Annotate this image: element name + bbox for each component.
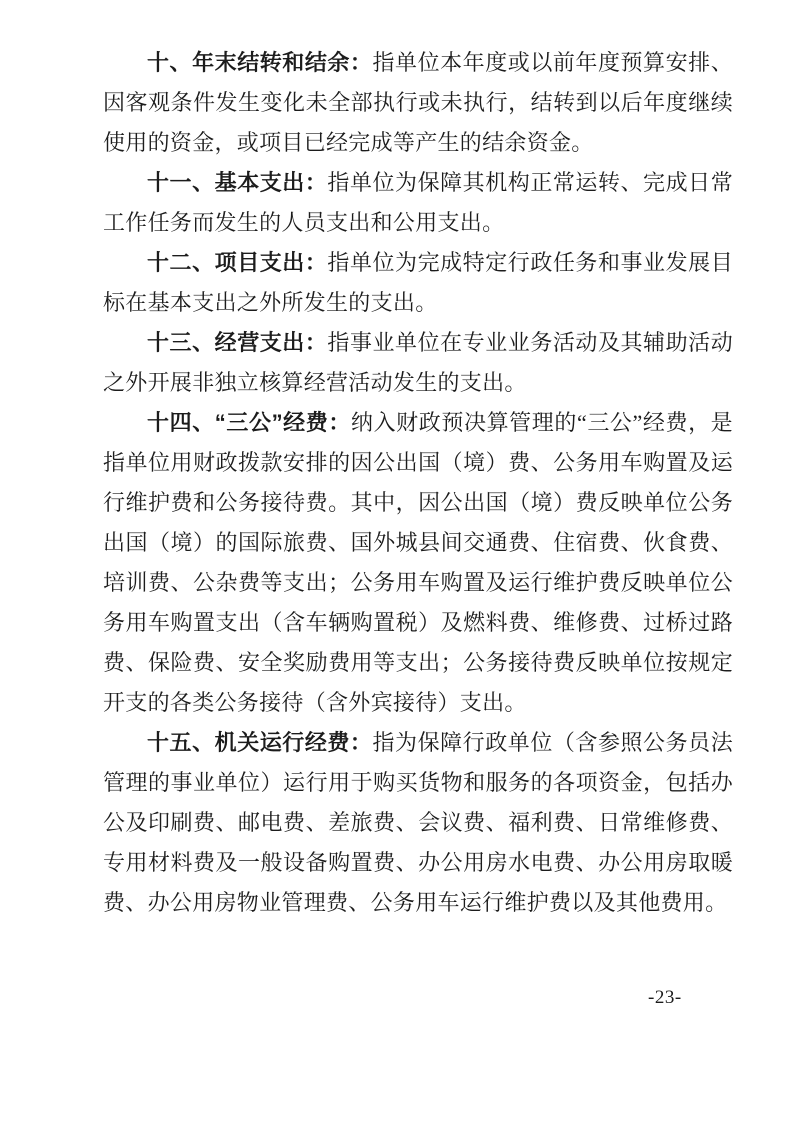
term-label-11: 十一、基本支出： <box>147 170 328 195</box>
term-label-10: 十、年末结转和结余： <box>147 50 373 75</box>
definition-paragraph-10 <box>103 43 733 163</box>
term-definition-13: 指事业单位在专业业务活动及其辅助活动之外开展非独立核算经营活动发生的支出。 <box>103 330 733 395</box>
definition-paragraph-14 <box>103 403 733 723</box>
term-definition-14: 纳入财政预决算管理的“三公”经费，是指单位用财政拨款安排的因公出国（境）费、公务用车购置及运行维护费和公务接待费。其中，因公出国（境）费反映单位公务出国（境）的国际旅费、国外城县间交通费、住宿费、伙食费、培训费、公杂费等支出；公务用车购置及运行维护费反映单位公务用车购置支出（含车辆购置税）及燃料费、维修费、过桥过路费、保险费、安全奖励费用等支出；公务接待费反映单位按规定开支的各类公务接待（含外宾接待）支出。 <box>103 410 733 715</box>
term-definition-10: 指单位本年度或以前年度预算安排、因客观条件发生变化未全部执行或未执行，结转到以后年度继续使用的资金，或项目已经完成等产生的结余资金。 <box>103 50 733 155</box>
definition-paragraph-13 <box>103 323 733 403</box>
term-label-14: 十四、“三公”经费： <box>147 410 351 435</box>
page-number: -23- <box>648 987 682 1008</box>
term-definition-12: 指单位为完成特定行政任务和事业发展目标在基本支出之外所发生的支出。 <box>103 250 733 315</box>
definition-paragraph-12 <box>103 243 733 323</box>
document-body <box>103 43 733 923</box>
term-definition-15: 指为保障行政单位（含参照公务员法管理的事业单位）运行用于购买货物和服务的各项资金，包括办公及印刷费、邮电费、差旅费、会议费、福利费、日常维修费、专用材料费及一般设备购置费、办公用房水电费、办公用房取暖费、办公用房物业管理费、公务用车运行维护费以及其他费用。 <box>103 730 733 915</box>
term-definition-11: 指单位为保障其机构正常运转、完成日常工作任务而发生的人员支出和公用支出。 <box>103 170 733 235</box>
term-label-12: 十二、项目支出： <box>147 250 328 275</box>
term-label-13: 十三、经营支出： <box>147 330 328 355</box>
term-label-15: 十五、机关运行经费： <box>147 730 373 755</box>
definition-paragraph-11 <box>103 163 733 243</box>
definition-paragraph-15 <box>103 723 733 923</box>
